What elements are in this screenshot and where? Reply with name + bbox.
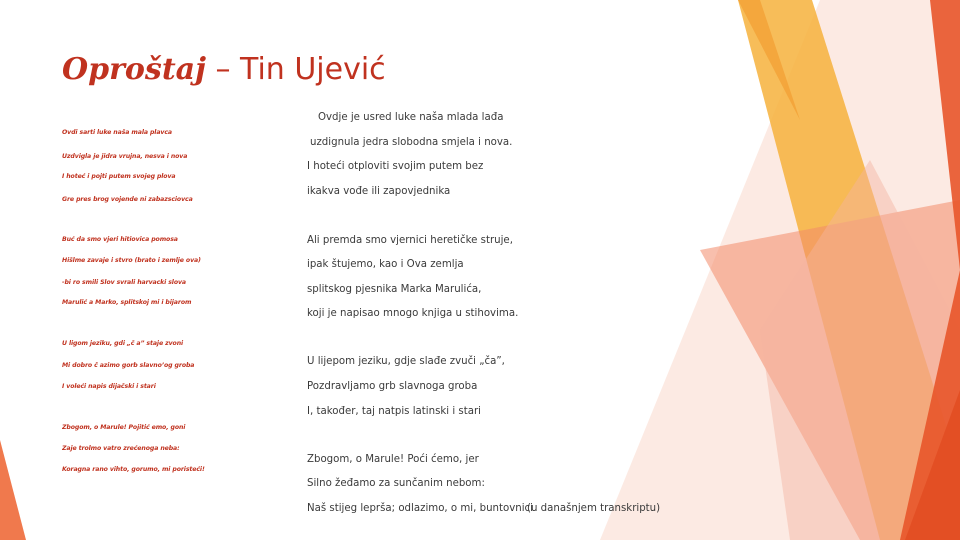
translation-line: Silno žeđamo za sunčanim nebom:: [307, 478, 485, 489]
translation-line: I hoteći otploviti svojim putem bez: [307, 161, 484, 172]
original-line: I hoteć i pojti putem svojeg plova: [62, 173, 176, 180]
original-line: Žaje trolmo vatro zrećenoga neba:: [62, 445, 180, 452]
translation-line: U lijepom jeziku, gdje slađe zvuči „ča”,: [307, 356, 505, 367]
original-line: Hišlme zavaje i stvro (brato i zemlje ova): [62, 257, 201, 264]
translation-line: ipak štujemo, kao i Ova zemlja: [307, 259, 464, 270]
original-line: Ovdi sarti luke naša mala plavca: [62, 129, 172, 136]
original-line: Gre pres brog vojende ni zabazsciovca: [62, 196, 193, 203]
slide-title: [62, 52, 386, 87]
translation-line: Pozdravljamo grb slavnoga groba: [307, 381, 478, 392]
translation-line: Naš stijeg leprša; odlazimo, o mi, buntovnici: [307, 503, 533, 514]
original-line: Marulić a Marko, splitskoj mi i bijarom: [62, 299, 192, 306]
translation-line: koji je napisao mnogo knjiga u stihovima.: [307, 308, 519, 319]
translation-line: Ovdje je usred luke naša mlada lađa: [318, 112, 504, 123]
translation-line: Zbogom, o Marule! Poći ćemo, jer: [307, 454, 479, 465]
original-line: I voleći napis dijačski i stari: [62, 383, 156, 390]
original-line: Uzdvigla je jidra vrujna, nesva i nova: [62, 153, 188, 160]
translation-line: Ali premda smo vjernici heretičke struje,: [307, 235, 513, 246]
translation-line: I, također, taj natpis latinski i stari: [307, 406, 481, 417]
original-line: Zbogom, o Marule! Pojitić emo, goni: [62, 424, 186, 431]
original-line: Mi dobro č azimo gorb slavno’og groba: [62, 362, 195, 369]
original-line: U ligom jeziku, gdi „č a” staje zvoni: [62, 340, 184, 347]
original-line: -bi ro smili Slov svrali harvacki slova: [62, 279, 186, 286]
translation-line: ikakva vođe ili zapovjednika: [307, 186, 451, 197]
left-orange-shape: [0, 440, 26, 540]
poem-title: Oproštaj: [62, 52, 206, 87]
original-line: Koragna rano vihto, gorumo, mi poristeći!: [62, 466, 205, 473]
translation-line: splitskog pjesnika Marka Marulića,: [307, 284, 482, 295]
author-name: Tin Ujević: [240, 52, 386, 87]
transcription-note: (u današnjem transkriptu): [527, 503, 661, 514]
title-separator: –: [205, 52, 241, 87]
original-line: Buć da smo vjeri hitiovica pomosa: [62, 236, 178, 243]
translation-line: uzdignula jedra slobodna smjela i nova.: [310, 137, 513, 148]
